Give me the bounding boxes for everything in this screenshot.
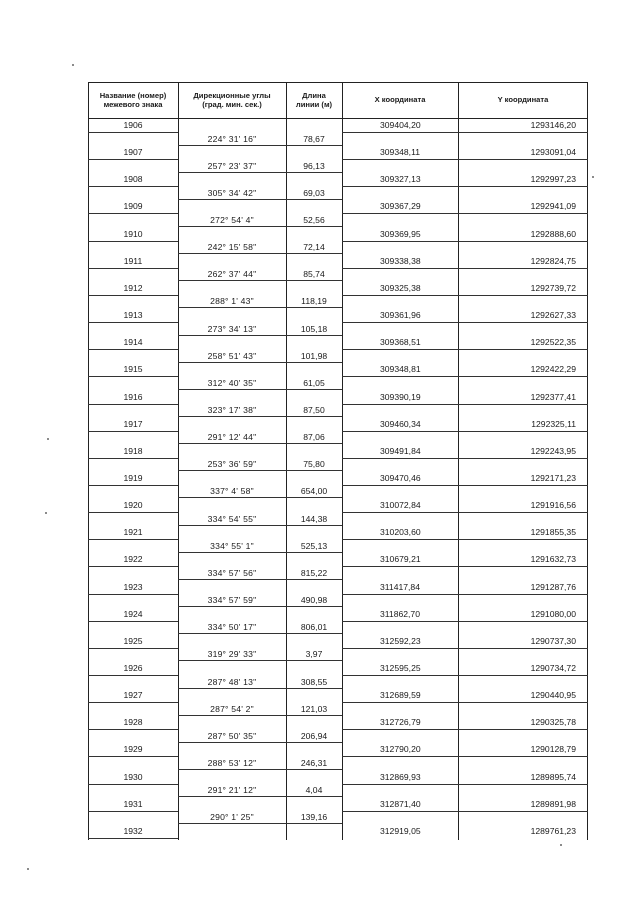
point-name-cell: 1930 [123, 771, 143, 782]
direction-angle-cell: 334° 57' 56" [207, 567, 257, 578]
row-divider [178, 552, 342, 553]
y-coordinate-cell: 1290734,72 [530, 663, 576, 673]
direction-angle-cell: 323° 17' 38" [207, 405, 257, 415]
direction-angle-cell: 258° 51' 43" [207, 350, 257, 361]
x-coordinate-cell: 312595,25 [380, 663, 421, 673]
y-coordinate-cell: 1292243,95 [530, 445, 576, 456]
direction-angle-cell: 334° 50' 17" [207, 622, 257, 633]
row-divider [88, 838, 178, 839]
point-name-cell: 1917 [123, 418, 143, 429]
row-divider [342, 594, 588, 595]
row-divider [178, 606, 342, 607]
y-coordinate-cell: 1292171,23 [530, 472, 576, 483]
row-divider [88, 213, 178, 214]
row-divider [88, 322, 178, 323]
row-divider [342, 729, 588, 730]
direction-angle-cell: 334° 54' 55" [207, 513, 257, 524]
row-divider [178, 688, 342, 689]
row-divider [178, 443, 342, 444]
row-divider [178, 470, 342, 471]
y-coordinate-cell: 1292888,60 [530, 228, 576, 239]
row-divider [88, 621, 178, 622]
row-divider [342, 322, 588, 323]
x-coordinate-cell: 312592,23 [380, 635, 421, 646]
x-coordinate-cell: 312869,93 [380, 771, 421, 782]
point-name-cell: 1929 [123, 744, 143, 755]
y-coordinate-cell: 1291632,73 [530, 554, 576, 565]
point-name-cell: 1923 [123, 581, 143, 592]
row-divider [88, 512, 178, 513]
x-coordinate-cell: 309367,29 [380, 201, 421, 212]
row-divider [342, 404, 588, 405]
row-divider [178, 796, 342, 797]
y-coordinate-cell: 1291855,35 [530, 527, 576, 538]
row-divider [342, 268, 588, 269]
point-name-cell: 1908 [123, 174, 143, 185]
line-length-cell: 69,03 [303, 187, 325, 198]
direction-angle-cell: 291° 12' 44" [207, 432, 257, 443]
row-divider [342, 648, 588, 649]
point-name-cell: 1918 [123, 445, 143, 456]
direction-angle-cell: 334° 55' 1" [210, 540, 254, 551]
y-coordinate-cell: 1292824,75 [530, 255, 576, 266]
row-divider [342, 186, 588, 187]
x-coordinate-cell: 312726,79 [380, 717, 421, 728]
row-divider [178, 742, 342, 743]
y-coordinate-cell: 1292325,11 [531, 418, 576, 429]
x-coordinate-cell: 311417,84 [380, 581, 420, 592]
direction-angle-cell: 337° 4' 58" [210, 486, 254, 497]
x-coordinate-cell: 309348,81 [380, 364, 421, 375]
x-coordinate-cell: 309368,51 [380, 337, 421, 348]
point-name-cell: 1907 [123, 147, 143, 158]
y-coordinate-cell: 1292739,72 [530, 282, 576, 293]
row-divider [178, 280, 342, 281]
line-length-cell: 815,22 [300, 567, 328, 578]
row-divider [88, 268, 178, 269]
line-length-cell: 490,98 [300, 595, 328, 606]
y-coordinate-cell: 1289895,74 [530, 771, 576, 782]
row-divider [178, 389, 342, 390]
y-coordinate-cell: 1292422,29 [530, 364, 576, 375]
row-divider [88, 186, 178, 187]
row-divider [88, 566, 178, 567]
direction-angle-cell: 273° 34' 13" [207, 323, 257, 334]
y-coordinate-cell: 1290325,78 [530, 717, 576, 728]
row-divider [342, 376, 588, 377]
point-name-cell: 1909 [123, 201, 143, 212]
header-line-length: Длина линии (м) [295, 90, 333, 109]
direction-angle-cell: 287° 50' 35" [207, 730, 257, 741]
x-coordinate-cell: 311862,70 [380, 608, 420, 619]
row-divider [342, 132, 588, 133]
y-coordinate-cell: 1290737,30 [530, 635, 576, 646]
line-length-cell: 105,18 [300, 323, 328, 334]
row-divider [178, 660, 342, 661]
direction-angle-cell: 305° 34' 42" [207, 187, 257, 198]
x-coordinate-cell: 312919,05 [380, 825, 421, 836]
point-name-cell: 1927 [123, 690, 143, 701]
point-name-cell: 1911 [123, 255, 143, 266]
scan-speck [592, 176, 594, 178]
row-divider [88, 295, 178, 296]
y-coordinate-cell: 1290440,95 [530, 690, 576, 701]
row-divider [342, 485, 588, 486]
header-direction-angle: Дирекционные углы (град. мин. сек.) [193, 90, 271, 109]
point-name-cell: 1920 [123, 500, 143, 511]
point-name-cell: 1922 [123, 554, 143, 565]
line-length-cell: 121,03 [300, 703, 328, 714]
x-coordinate-cell: 309491,84 [380, 445, 421, 456]
row-divider [342, 349, 588, 350]
row-divider [88, 594, 178, 595]
direction-angle-cell: 291° 21' 12" [207, 785, 257, 796]
row-divider [342, 512, 588, 513]
y-coordinate-cell: 1292941,09 [530, 201, 576, 212]
line-length-cell: 206,94 [300, 730, 328, 741]
line-length-cell: 144,38 [300, 513, 328, 524]
y-coordinate-cell: 1292997,23 [530, 174, 576, 185]
y-coordinate-cell: 1289891,98 [530, 798, 576, 809]
y-coordinate-cell: 1291287,76 [530, 581, 576, 592]
direction-angle-cell: 224° 31' 16" [207, 133, 257, 144]
line-length-cell: 75,80 [303, 459, 325, 470]
line-length-cell: 72,14 [303, 242, 325, 253]
line-length-cell: 118,19 [301, 296, 327, 307]
row-divider [88, 675, 178, 676]
table-top-border [88, 82, 588, 83]
point-name-cell: 1912 [123, 282, 143, 293]
line-length-cell: 246,31 [300, 757, 328, 768]
line-length-cell: 101,98 [300, 350, 328, 361]
row-divider [88, 539, 178, 540]
row-divider [178, 362, 342, 363]
y-coordinate-cell: 1292522,35 [530, 337, 576, 348]
point-name-cell: 1914 [123, 337, 143, 348]
x-coordinate-cell: 309348,11 [380, 147, 420, 158]
row-divider [342, 241, 588, 242]
scan-speck [47, 438, 49, 440]
x-coordinate-cell: 310203,60 [380, 527, 421, 538]
x-coordinate-cell: 309404,20 [380, 120, 421, 130]
point-name-cell: 1932 [123, 825, 143, 836]
line-length-cell: 61,05 [303, 377, 325, 388]
direction-angle-cell: 253° 36' 59" [207, 459, 257, 470]
line-length-cell: 3,97 [305, 649, 323, 660]
row-divider [178, 823, 342, 824]
line-length-cell: 85,74 [303, 269, 325, 280]
direction-angle-cell: 257° 23' 37" [207, 160, 257, 171]
row-divider [342, 566, 588, 567]
header-y-coordinate: Y координата [497, 95, 549, 105]
row-divider [88, 132, 178, 133]
header-x-coordinate: X координата [374, 95, 426, 105]
y-coordinate-cell: 1291080,00 [530, 608, 576, 619]
x-coordinate-cell: 309327,13 [380, 174, 421, 185]
row-divider [88, 784, 178, 785]
row-divider [88, 811, 178, 812]
direction-angle-cell: 290° 1' 25" [210, 812, 254, 823]
y-coordinate-cell: 1292377,41 [530, 391, 576, 402]
scan-speck [27, 868, 29, 870]
row-divider [178, 335, 342, 336]
x-coordinate-cell: 309390,19 [380, 391, 421, 402]
x-coordinate-cell: 310679,21 [380, 554, 421, 565]
row-divider [178, 172, 342, 173]
line-length-cell: 308,55 [300, 676, 328, 687]
header-point-name: Название (номер) межевого знака [99, 90, 167, 109]
line-length-cell: 654,00 [300, 486, 328, 497]
x-coordinate-cell: 310072,84 [380, 500, 421, 511]
row-divider [88, 458, 178, 459]
row-divider [178, 199, 342, 200]
row-divider [178, 525, 342, 526]
point-name-cell: 1906 [123, 120, 143, 130]
line-length-cell: 52,56 [303, 214, 325, 225]
point-name-cell: 1915 [123, 364, 143, 375]
row-divider [178, 416, 342, 417]
x-coordinate-cell: 312871,40 [380, 798, 421, 809]
row-divider [342, 702, 588, 703]
row-divider [178, 145, 342, 146]
point-name-cell: 1916 [123, 391, 143, 402]
direction-angle-cell: 287° 54' 2" [210, 703, 254, 714]
x-coordinate-cell: 309338,38 [380, 255, 421, 266]
point-name-cell: 1919 [123, 472, 143, 483]
x-coordinate-cell: 309470,46 [380, 472, 421, 483]
x-coordinate-cell: 309361,96 [380, 310, 421, 321]
row-divider [88, 349, 178, 350]
line-length-cell: 87,50 [303, 405, 325, 415]
row-divider [88, 404, 178, 405]
row-divider [88, 756, 178, 757]
row-divider [88, 648, 178, 649]
header-bottom-border [88, 118, 588, 119]
x-coordinate-cell: 309325,38 [380, 282, 421, 293]
row-divider [342, 458, 588, 459]
direction-angle-cell: 262° 37' 44" [207, 269, 257, 280]
direction-angle-cell: 288° 53' 12" [207, 757, 257, 768]
y-coordinate-cell: 1289761,23 [530, 825, 576, 836]
direction-angle-cell: 288° 1' 43" [210, 296, 254, 307]
row-divider [342, 295, 588, 296]
x-coordinate-cell: 309369,95 [380, 228, 421, 239]
direction-angle-cell: 242° 15' 58" [207, 242, 257, 253]
point-name-cell: 1925 [123, 635, 143, 646]
direction-angle-cell: 319° 29' 33" [207, 649, 257, 660]
row-divider [178, 307, 342, 308]
row-divider [342, 539, 588, 540]
row-divider [342, 621, 588, 622]
point-name-cell: 1921 [123, 527, 143, 538]
row-divider [342, 159, 588, 160]
x-coordinate-cell: 312790,20 [380, 744, 421, 755]
line-length-cell: 87,06 [303, 432, 325, 443]
line-length-cell: 78,67 [303, 133, 325, 144]
direction-angle-cell: 272° 54' 4" [210, 214, 254, 225]
row-divider [178, 253, 342, 254]
point-name-cell: 1926 [123, 663, 143, 673]
point-name-cell: 1931 [123, 798, 143, 809]
row-divider [88, 376, 178, 377]
y-coordinate-cell: 1293146,20 [530, 120, 576, 130]
direction-angle-cell: 312° 40' 35" [207, 377, 257, 388]
scan-speck [45, 512, 47, 514]
row-divider [342, 811, 588, 812]
x-coordinate-cell: 312689,59 [380, 690, 421, 701]
point-name-cell: 1928 [123, 717, 143, 728]
row-divider [178, 769, 342, 770]
row-divider [342, 213, 588, 214]
row-divider [178, 633, 342, 634]
line-length-cell: 96,13 [303, 160, 325, 171]
row-divider [88, 241, 178, 242]
row-divider [178, 715, 342, 716]
scan-speck [72, 64, 74, 66]
row-divider [88, 159, 178, 160]
row-divider [178, 226, 342, 227]
y-coordinate-cell: 1293091,04 [530, 147, 576, 158]
direction-angle-cell: 287° 48' 13" [207, 676, 257, 687]
row-divider [88, 431, 178, 432]
row-divider [178, 579, 342, 580]
line-length-cell: 806,01 [300, 622, 328, 633]
line-length-cell: 4,04 [305, 785, 323, 796]
row-divider [178, 497, 342, 498]
row-divider [88, 729, 178, 730]
x-coordinate-cell: 309460,34 [380, 418, 421, 429]
row-divider [88, 702, 178, 703]
point-name-cell: 1924 [123, 608, 143, 619]
y-coordinate-cell: 1291916,56 [530, 500, 576, 511]
direction-angle-cell: 334° 57' 59" [207, 595, 257, 606]
row-divider [342, 756, 588, 757]
row-divider [88, 485, 178, 486]
line-length-cell: 139,16 [300, 812, 328, 823]
row-divider [342, 675, 588, 676]
scan-speck [560, 844, 562, 846]
y-coordinate-cell: 1292627,33 [530, 310, 576, 321]
point-name-cell: 1910 [123, 228, 143, 239]
row-divider [342, 784, 588, 785]
point-name-cell: 1913 [123, 310, 143, 321]
line-length-cell: 525,13 [300, 540, 328, 551]
row-divider [342, 431, 588, 432]
y-coordinate-cell: 1290128,79 [530, 744, 576, 755]
